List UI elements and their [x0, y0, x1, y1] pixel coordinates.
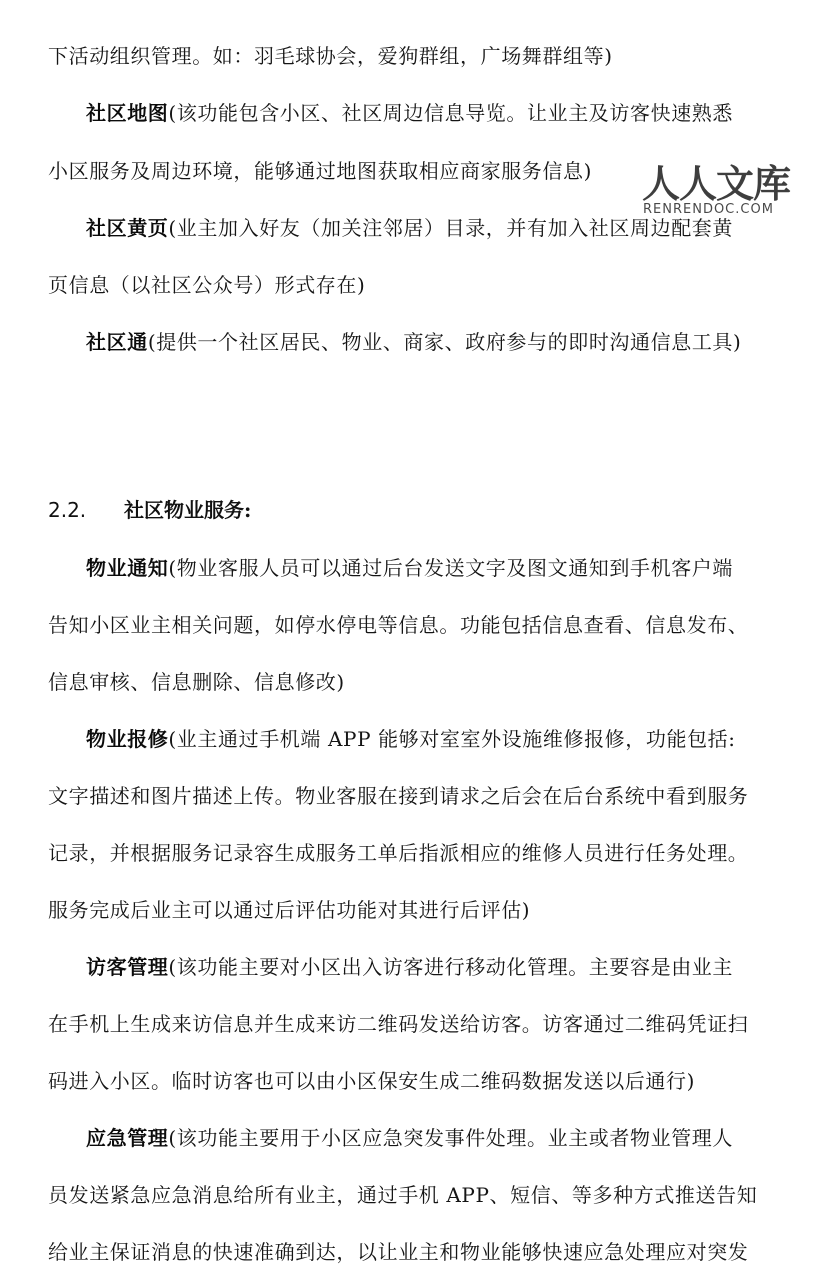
paragraph-line: 页信息（以社区公众号）形式存在): [48, 273, 366, 297]
paragraph-line-emergency-management: [86, 1126, 733, 1150]
section-heading: [48, 498, 251, 522]
paragraph-line: 记录，并根据服务记录容生成服务工单后指派相应的维修人员进行任务处理。: [48, 841, 749, 865]
paragraph-line-community-yellow-pages: [86, 216, 733, 240]
paragraph-line-property-repair: [86, 727, 736, 751]
renrendoc-watermark: [642, 163, 792, 235]
term-property-repair: 物业报修: [86, 727, 169, 751]
paragraph-line: 在手机上生成来访信息并生成来访二维码发送给访客。访客通过二维码凭证扫: [48, 1012, 749, 1036]
term-description: (业主加入好友（加关注邻居）目录，并有加入社区周边配套黄: [168, 216, 734, 240]
term-description: (业主通过手机端 APP 能够对室室外设施维修报修，功能包括:: [168, 727, 736, 751]
paragraph-line: 下活动组织管理。如：羽毛球协会，爱狗群组，广场舞群组等): [48, 44, 613, 68]
term-visitor-management: 访客管理: [86, 955, 169, 979]
watermark-brand-text: 人人文库: [642, 162, 791, 206]
term-description: (该功能主要用于小区应急突发事件处理。业主或者物业管理人: [168, 1126, 734, 1150]
term-community-map: 社区地图: [86, 101, 169, 125]
term-description: (物业客服人员可以通过后台发送文字及图文通知到手机客户端: [168, 556, 734, 580]
section-number: 2.2.: [48, 498, 87, 522]
paragraph-line: 告知小区业主相关问题，如停水停电等信息。功能包括信息查看、信息发布、: [48, 613, 749, 637]
paragraph-line-visitor-management: [86, 955, 733, 979]
term-description: (该功能主要对小区出入访客进行移动化管理。主要容是由业主: [168, 955, 734, 979]
paragraph-line-community-connect: [86, 330, 741, 354]
paragraph-line: 文字描述和图片描述上传。物业客服在接到请求之后会在后台系统中看到服务: [48, 784, 749, 808]
term-community-connect: 社区通: [86, 330, 148, 354]
paragraph-line: 服务完成后业主可以通过后评估功能对其进行后评估): [48, 898, 531, 922]
term-community-yellow-pages: 社区黄页: [86, 216, 169, 240]
term-emergency-management: 应急管理: [86, 1126, 169, 1150]
paragraph-line: 小区服务及周边环境，能够通过地图获取相应商家服务信息): [48, 159, 593, 183]
paragraph-line: 信息审核、信息删除、信息修改): [48, 670, 345, 694]
term-property-notice: 物业通知: [86, 556, 169, 580]
paragraph-line-property-notice: [86, 556, 733, 580]
paragraph-line: 员发送紧急应急消息给所有业主，通过手机 APP、短信、等多种方式推送告知: [48, 1183, 758, 1207]
section-title: 社区物业服务:: [124, 498, 252, 522]
term-description: (提供一个社区居民、物业、商家、政府参与的即时沟通信息工具): [147, 330, 742, 354]
term-description: (该功能包含小区、社区周边信息导览。让业主及访客快速熟悉: [168, 101, 734, 125]
paragraph-line-community-map: [86, 101, 733, 125]
paragraph-line: 码进入小区。临时访客也可以由小区保安生成二维码数据发送以后通行): [48, 1069, 696, 1093]
watermark-domain-text: RENRENDOC.COM: [643, 202, 774, 217]
paragraph-line: 给业主保证消息的快速准确到达，以让业主和物业能够快速应急处理应对突发: [48, 1240, 749, 1264]
